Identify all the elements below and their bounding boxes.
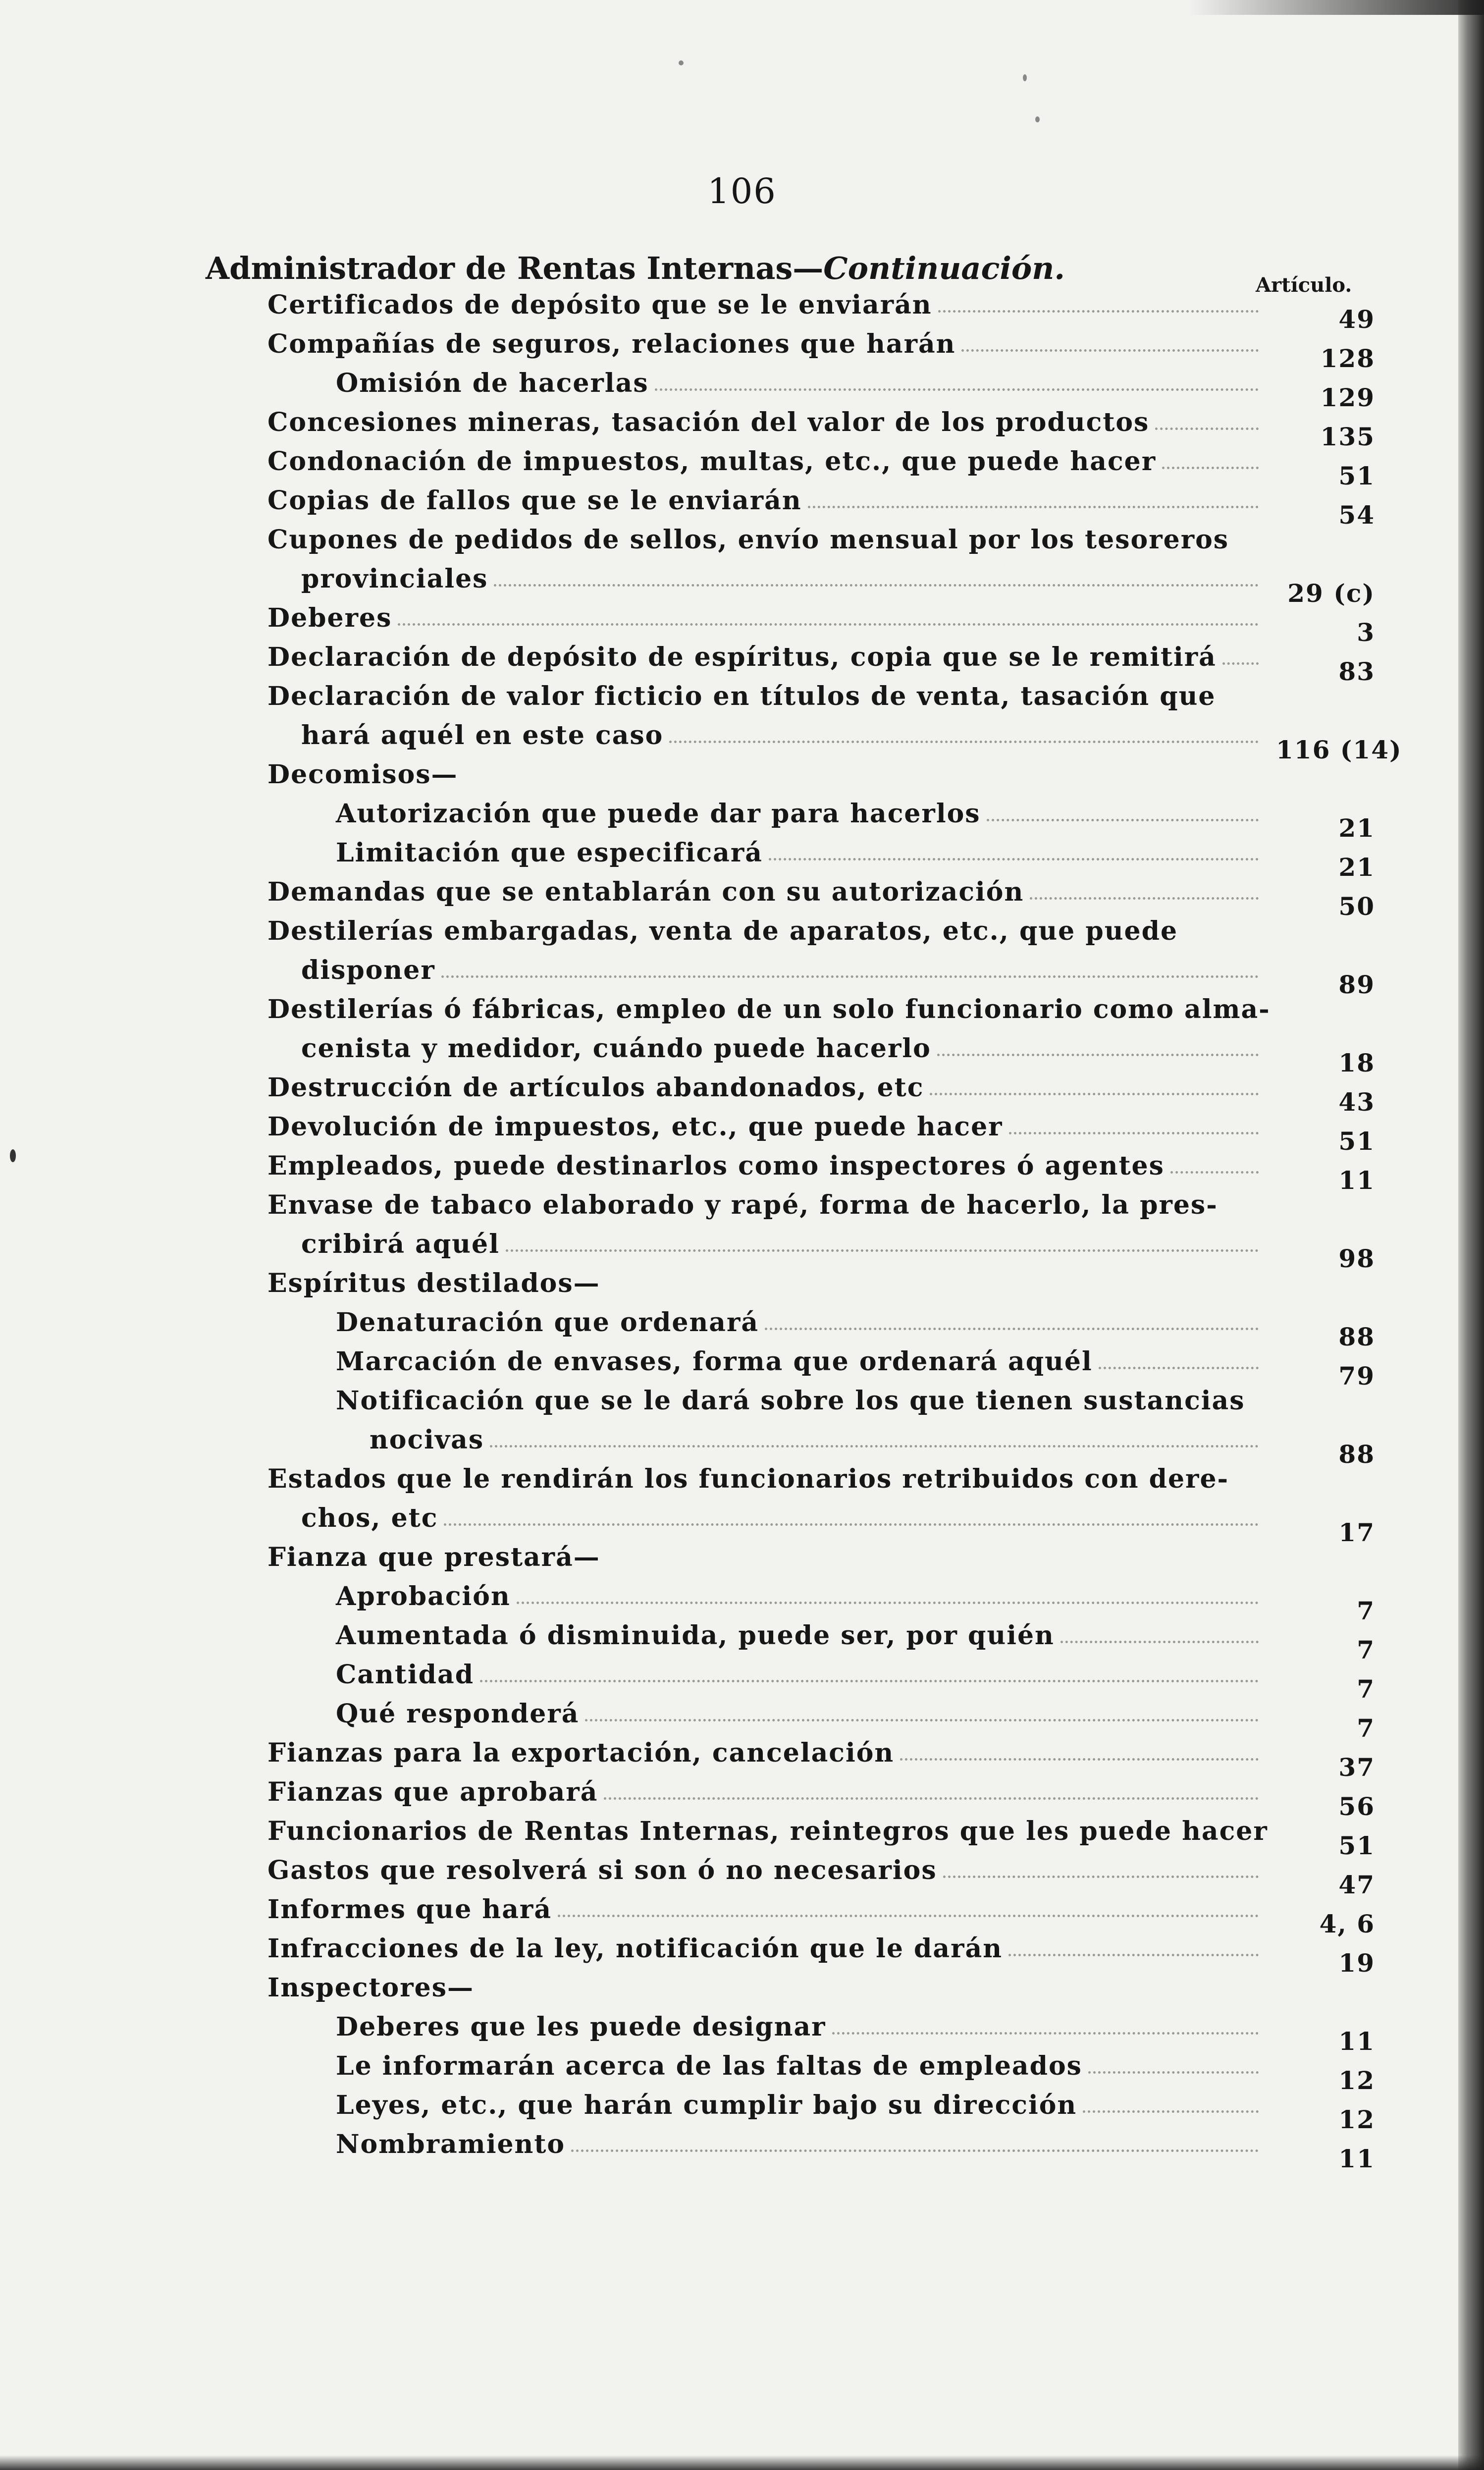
entry-text: nocivas <box>370 1425 484 1455</box>
article-number: 29 (c) <box>1287 579 1375 608</box>
entry-text: Fianzas que aprobará <box>267 1777 598 1807</box>
leader-dots <box>655 388 1259 391</box>
leader-dots <box>900 1758 1259 1761</box>
article-number: 51 <box>1338 1127 1375 1156</box>
article-number: 11 <box>1338 2144 1375 2173</box>
ink-speck <box>679 60 684 65</box>
entry-text: Declaración de valor ficticio en títulos de venta, tasación que <box>267 681 1216 711</box>
leader-dots <box>1099 1367 1259 1369</box>
entry-text: Declaración de depósito de espíritus, copia que se le remitirá <box>267 642 1217 672</box>
index-entry <box>267 1108 1375 1156</box>
leader-dots <box>669 741 1259 743</box>
index-entry <box>267 1147 1375 1195</box>
leader-dots <box>398 623 1259 626</box>
article-number: 19 <box>1338 1948 1375 1978</box>
entry-text: Qué responderá <box>336 1699 580 1729</box>
index-entries <box>267 286 1402 2173</box>
index-entry <box>267 443 1375 490</box>
leader-dots <box>765 1328 1259 1330</box>
entry-text: cenista y medidor, cuándo puede hacerlo <box>301 1033 931 1064</box>
index-entry <box>267 286 1375 334</box>
article-number: 4, 6 <box>1319 1909 1375 1938</box>
leader-dots <box>517 1602 1259 1604</box>
entry-text: Demandas que se entablarán con su autorización <box>267 877 1024 907</box>
index-entry <box>267 991 1375 1030</box>
entry-text: Funcionarios de Rentas Internas, reintegros que les puede hacer <box>267 1816 1268 1846</box>
index-entry <box>301 1226 1375 1273</box>
article-number: 89 <box>1338 970 1375 999</box>
article-number: 50 <box>1338 892 1375 921</box>
article-number: 21 <box>1338 853 1375 882</box>
index-entry <box>336 2087 1375 2134</box>
index-entry <box>267 1773 1375 1821</box>
article-column-label: Artículo. <box>1256 273 1352 297</box>
leader-dots <box>832 2032 1259 2035</box>
index-entry <box>267 1930 1375 1978</box>
index-entry <box>267 404 1375 451</box>
index-entry <box>336 795 1375 843</box>
leader-dots <box>494 584 1259 587</box>
entry-text: Condonación de impuestos, multas, etc., que puede hacer <box>267 446 1157 477</box>
leader-dots <box>604 1797 1259 1800</box>
index-entry <box>267 639 1375 686</box>
page-edge-shadow <box>1458 0 1484 2470</box>
leader-dots <box>930 1093 1259 1095</box>
entry-text: Autorización que puede dar para hacerlos <box>336 799 981 829</box>
entry-text: disponer <box>301 955 435 985</box>
leader-dots <box>1155 428 1259 430</box>
index-entry <box>336 1343 1375 1391</box>
entry-text: chos, etc <box>301 1503 438 1533</box>
entry-text: Certificados de depósito que se le enviarán <box>267 290 932 320</box>
entry-text: Destrucción de artículos abandonados, etc <box>267 1073 924 1103</box>
index-entry <box>336 1656 1375 1704</box>
article-number: 7 <box>1357 1674 1375 1704</box>
article-number: 11 <box>1338 1166 1375 1195</box>
entry-text: cribirá aquél <box>301 1229 500 1259</box>
index-entry <box>267 325 1375 373</box>
leader-dots <box>1030 897 1259 900</box>
entry-text: Empleados, puede destinarlos como inspectores ó agentes <box>267 1151 1165 1181</box>
leader-dots <box>961 349 1259 352</box>
entry-text: Fianzas para la exportación, cancelación <box>267 1738 895 1768</box>
index-entry <box>301 952 1375 999</box>
entry-text: Estados que le rendirán los funcionarios retribuidos con dere- <box>267 1464 1229 1494</box>
index-entry <box>336 2126 1375 2173</box>
index-entry <box>267 873 1375 921</box>
entry-text: hará aquél en este caso <box>301 720 664 751</box>
article-number: 37 <box>1338 1753 1375 1782</box>
index-entry <box>336 1695 1375 1743</box>
entry-text: Aprobación <box>336 1581 511 1611</box>
article-number: 47 <box>1338 1870 1375 1899</box>
article-number: 98 <box>1338 1244 1375 1273</box>
index-entry <box>267 678 1375 717</box>
entry-text: Espíritus destilados— <box>267 1268 600 1298</box>
leader-dots <box>558 1915 1259 1917</box>
article-number: 21 <box>1338 813 1375 843</box>
entry-text: Deberes que les puede designar <box>336 2012 826 2042</box>
page-top-shadow <box>1189 0 1484 15</box>
entry-text: Notificación que se le dará sobre los que tienen sustancias <box>336 1386 1245 1416</box>
entry-text: Decomisos— <box>267 759 458 790</box>
index-entry <box>267 756 1375 795</box>
index-entry <box>336 2008 1375 2056</box>
leader-dots <box>1088 2071 1259 2074</box>
leader-dots <box>1060 1641 1259 1643</box>
index-entry <box>301 560 1375 608</box>
article-number: 3 <box>1357 618 1375 647</box>
entry-text: provinciales <box>301 564 488 594</box>
entry-text: Destilerías ó fábricas, empleo de un solo funcionario como alma- <box>267 994 1271 1024</box>
index-entry <box>267 1069 1375 1117</box>
entry-text: Deberes <box>267 603 392 633</box>
article-number: 129 <box>1320 383 1375 412</box>
entry-text: Cupones de pedidos de sellos, envío mensual por los tesoreros <box>267 525 1229 555</box>
leader-dots <box>937 1054 1259 1056</box>
entry-text: Devolución de impuestos, etc., que puede hacer <box>267 1112 1003 1142</box>
article-number: 135 <box>1320 422 1375 451</box>
article-number: 12 <box>1338 2105 1375 2134</box>
leader-dots <box>585 1719 1259 1721</box>
leader-dots <box>506 1249 1259 1252</box>
index-entry <box>336 1304 1375 1351</box>
entry-text: Cantidad <box>336 1660 475 1690</box>
index-entry <box>370 1421 1375 1469</box>
leader-dots <box>444 1523 1259 1526</box>
ink-speck <box>1023 74 1027 81</box>
article-number: 51 <box>1338 461 1375 490</box>
leader-dots <box>769 858 1259 860</box>
index-entry <box>267 1186 1375 1226</box>
leader-dots <box>1008 1954 1259 1956</box>
article-number: 88 <box>1338 1322 1375 1351</box>
entry-text: Limitación que especificará <box>336 838 763 868</box>
entry-text: Compañías de seguros, relaciones que harán <box>267 329 956 359</box>
article-number: 12 <box>1338 2066 1375 2095</box>
article-number: 49 <box>1338 305 1375 334</box>
index-entry <box>336 365 1375 412</box>
index-entry <box>301 717 1402 764</box>
leader-dots <box>480 1680 1259 1682</box>
index-entry <box>267 599 1375 647</box>
article-number: 83 <box>1338 657 1375 686</box>
entry-text: Infracciones de la ley, notificación que le darán <box>267 1933 1003 1964</box>
leader-dots <box>987 819 1259 821</box>
entry-text: Destilerías embargadas, venta de aparatos, etc., que puede <box>267 916 1178 946</box>
entry-text: Marcación de envases, forma que ordenará aquél <box>336 1346 1093 1377</box>
leader-dots <box>808 506 1259 508</box>
index-heading <box>206 250 1065 286</box>
entry-text: Concesiones mineras, tasación del valor de los productos <box>267 407 1150 437</box>
index-entry <box>267 482 1375 530</box>
index-entry <box>267 1969 1375 2008</box>
entry-text: Fianza que prestará— <box>267 1542 600 1572</box>
article-number: 18 <box>1338 1048 1375 1077</box>
index-entry <box>336 1617 1375 1665</box>
leader-dots <box>441 975 1259 978</box>
ink-speck <box>1035 116 1040 122</box>
article-number: 56 <box>1338 1792 1375 1821</box>
leader-dots <box>943 1876 1259 1878</box>
entry-text: Nombramiento <box>336 2129 566 2159</box>
article-number: 7 <box>1357 1635 1375 1665</box>
entry-text: Envase de tabaco elaborado y rapé, forma de hacerlo, la pres- <box>267 1190 1218 1220</box>
heading-main: Administrador de Rentas Internas— <box>206 250 824 286</box>
article-number: 11 <box>1338 2027 1375 2056</box>
index-entry <box>267 1539 1375 1578</box>
index-entry <box>267 1734 1375 1782</box>
index-entry <box>267 1265 1375 1304</box>
entry-text: Informes que hará <box>267 1894 552 1925</box>
index-entry <box>267 1852 1375 1899</box>
entry-text: Aumentada ó disminuida, puede ser, por quién <box>336 1620 1055 1651</box>
leader-dots <box>1222 662 1259 665</box>
article-number: 128 <box>1320 344 1375 373</box>
heading-continuation: Continuación. <box>823 250 1065 286</box>
leader-dots <box>1170 1171 1259 1174</box>
entry-text: Omisión de hacerlas <box>336 368 649 398</box>
article-number: 7 <box>1357 1714 1375 1743</box>
article-number: 51 <box>1338 1831 1375 1860</box>
page-bottom-shadow <box>0 2455 1484 2470</box>
index-entry <box>336 1578 1375 1625</box>
entry-text: Denaturación que ordenará <box>336 1307 759 1338</box>
leader-dots <box>571 2149 1259 2152</box>
entry-text: Le informarán acerca de las faltas de empleados <box>336 2051 1082 2081</box>
article-number: 79 <box>1338 1361 1375 1391</box>
leader-dots <box>1162 467 1259 469</box>
article-number: 88 <box>1338 1440 1375 1469</box>
leader-dots <box>1083 2110 1259 2113</box>
leader-dots <box>490 1445 1259 1448</box>
index-entry <box>301 1500 1375 1547</box>
article-number: 43 <box>1338 1087 1375 1117</box>
index-entry <box>267 1460 1375 1500</box>
article-number: 54 <box>1338 500 1375 530</box>
index-entry <box>267 1813 1375 1860</box>
page-number: 106 <box>707 171 777 212</box>
article-number: 17 <box>1338 1518 1375 1547</box>
article-number: 116 (14) <box>1276 735 1402 764</box>
index-entry <box>267 913 1375 952</box>
leader-dots <box>938 310 1259 313</box>
entry-text: Leyes, etc., que harán cumplir bajo su dirección <box>336 2090 1077 2120</box>
article-number: 7 <box>1357 1596 1375 1625</box>
index-entry <box>336 2047 1375 2095</box>
index-entry <box>336 1382 1375 1421</box>
index-entry <box>336 834 1375 882</box>
entry-text: Inspectores— <box>267 1973 474 2003</box>
index-entry <box>267 521 1375 560</box>
index-entry <box>301 1030 1375 1077</box>
ink-speck <box>10 1149 16 1162</box>
entry-text: Copias de fallos que se le enviarán <box>267 485 802 516</box>
index-entry <box>267 1891 1375 1938</box>
entry-text: Gastos que resolverá si son ó no necesarios <box>267 1855 937 1885</box>
leader-dots <box>1009 1132 1259 1134</box>
